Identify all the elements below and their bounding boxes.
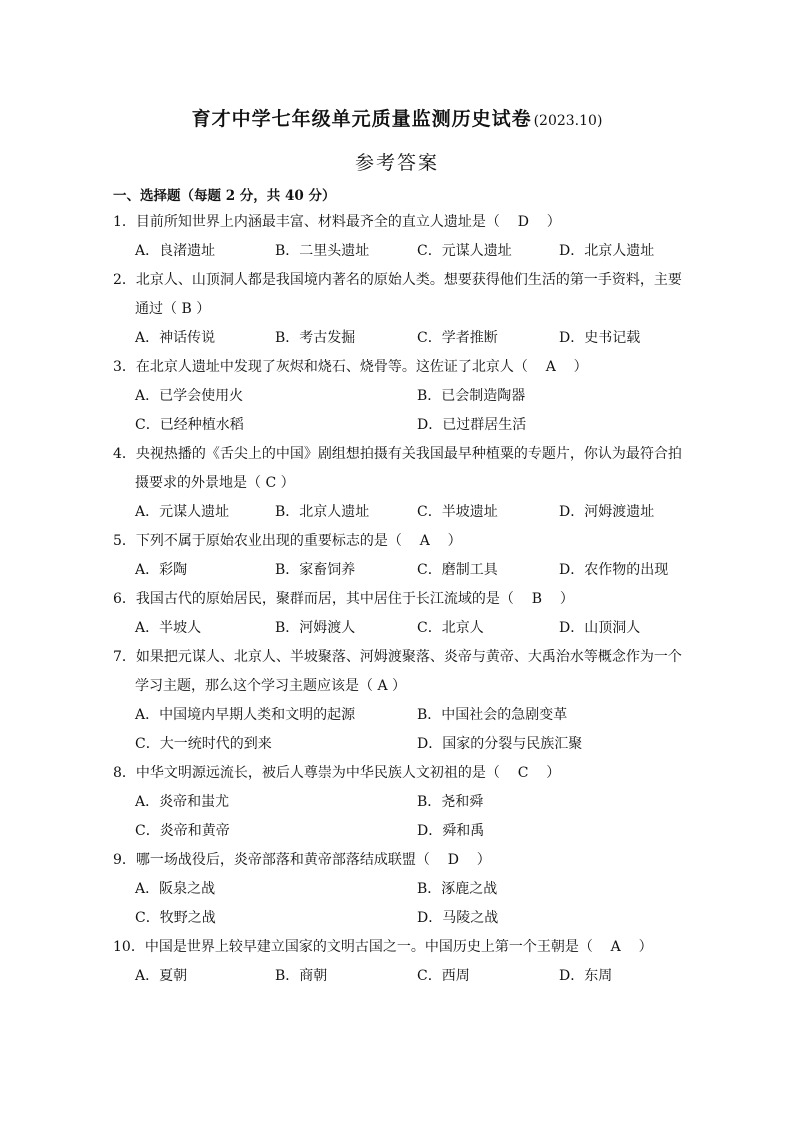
options-row: [113, 701, 693, 730]
question-number: 6．: [113, 591, 136, 607]
question-4: [113, 440, 693, 527]
option-a: A．元谋人遗址: [135, 504, 230, 520]
options-row: [113, 817, 693, 846]
answer-letter: C: [265, 475, 277, 491]
question-stem: [113, 440, 693, 469]
options-row: [113, 730, 693, 759]
answer-letter: A: [545, 359, 556, 375]
option-c: C．西周: [417, 968, 470, 984]
options-row: [113, 788, 693, 817]
question-text-continued: 学习主题，那么这个学习主题应该是（: [135, 678, 373, 694]
options-row: [113, 237, 693, 266]
option-b: B．北京人遗址: [275, 504, 370, 520]
option-a: A．神话传说: [135, 330, 216, 346]
question-10: [113, 933, 693, 991]
question-1: [113, 208, 693, 266]
option-b: B．考古发掘: [275, 330, 356, 346]
option-b: B．家畜饲养: [275, 562, 356, 578]
option-a: A．良渚遗址: [135, 243, 216, 259]
question-stem: 5．下列不属于原始农业出现的重要标志的是（ A ）: [113, 533, 462, 549]
question-stem: 1．目前所知世界上内涵最丰富、材料最齐全的直立人遗址是（ D ）: [113, 214, 561, 230]
option-c: C．半坡遗址: [417, 504, 498, 520]
question-text: 我国古代的原始居民，聚群而居，其中居住于长江流域的是（: [135, 591, 514, 607]
question-stem: [113, 266, 693, 295]
option-d: D．河姆渡遗址: [559, 504, 655, 520]
option-c: C．磨制工具: [417, 562, 498, 578]
options-row: [113, 411, 693, 440]
option-a: A．中国境内早期人类和文明的起源: [135, 707, 356, 723]
option-b: B．涿鹿之战: [417, 881, 498, 897]
option-c: C．学者推断: [417, 330, 498, 346]
option-a: A．夏朝: [135, 968, 188, 984]
option-d: D．史书记载: [559, 330, 641, 346]
answer-letter: A: [419, 533, 430, 549]
option-b: B．已会制造陶器: [417, 388, 526, 404]
question-2: [113, 266, 693, 353]
question-stem: 6．我国古代的原始居民，聚群而居，其中居住于长江流域的是（ B ）: [113, 591, 574, 607]
question-text: 哪一场战役后，炎帝部落和黄帝部落结成联盟（: [135, 852, 430, 868]
document-subtitle: 参考答案: [354, 152, 439, 174]
section-heading: 一、选择题（每题 2 分，共 40 分）: [113, 188, 336, 204]
question-number: 5．: [113, 533, 136, 549]
question-text: 央视热播的《舌尖上的中国》剧组想拍摄有关我国最早种植粟的专题片，你认为最符合拍: [135, 446, 682, 462]
option-a: A．阪泉之战: [135, 881, 216, 897]
question-number: 8．: [113, 765, 136, 781]
question-5: [113, 527, 693, 585]
question-text: 中华文明源远流长，被后人尊崇为中华民族人文初祖的是（: [135, 765, 500, 781]
option-d: D．已过群居生活: [417, 417, 527, 433]
option-d: D．农作物的出现: [559, 562, 669, 578]
question-text: 北京人、山顶洞人都是我国境内著名的原始人类。想要获得他们生活的第一手资料，主要: [135, 272, 682, 288]
option-a: A．半坡人: [135, 620, 202, 636]
question-stem: [113, 643, 693, 672]
question-text: 如果把元谋人、北京人、半坡聚落、河姆渡聚落、炎帝与黄帝、大禹治水等概念作为一个: [135, 649, 682, 665]
options-row: [113, 904, 693, 933]
option-d: D．舜和禹: [417, 823, 485, 839]
option-c: C．北京人: [417, 620, 484, 636]
option-a: A．已学会使用火: [135, 388, 244, 404]
option-d: D．山顶洞人: [559, 620, 641, 636]
option-c: C．炎帝和黄帝: [135, 823, 230, 839]
option-a: A．炎帝和蚩尤: [135, 794, 230, 810]
question-stem: 3．在北京人遗址中发现了灰烬和烧石、烧骨等。这佐证了北京人（ A ）: [113, 359, 588, 375]
question-text: 中国是世界上较早建立国家的文明古国之一。中国历史上第一个王朝是（: [144, 939, 593, 955]
question-number: 7．: [113, 649, 136, 665]
options-row: [113, 324, 693, 353]
option-d: D．北京人遗址: [559, 243, 655, 259]
option-d: D．国家的分裂与民族汇聚: [417, 736, 583, 752]
answer-letter: B: [181, 301, 192, 317]
option-d: D．东周: [559, 968, 613, 984]
question-stem: 8．中华文明源远流长，被后人尊崇为中华民族人文初祖的是（ C ）: [113, 765, 561, 781]
options-row: [113, 556, 693, 585]
option-a: A．彩陶: [135, 562, 188, 578]
question-text: 在北京人遗址中发现了灰烬和烧石、烧骨等。这佐证了北京人（: [135, 359, 528, 375]
options-row: [113, 614, 693, 643]
question-stem: 9．哪一场战役后，炎帝部落和黄帝部落结成联盟（ D ）: [113, 852, 491, 868]
question-stem: 10．中国是世界上较早建立国家的文明古国之一。中国历史上第一个王朝是（ A ）: [113, 939, 653, 955]
option-b: B．商朝: [275, 968, 328, 984]
option-b: B．河姆渡人: [275, 620, 356, 636]
question-number: 3．: [113, 359, 136, 375]
option-b: B．尧和舜: [417, 794, 484, 810]
option-b: B．中国社会的急剧变革: [417, 707, 568, 723]
question-9: [113, 846, 693, 933]
option-c: C．元谋人遗址: [417, 243, 512, 259]
question-text: 下列不属于原始农业出现的重要标志的是（: [135, 533, 402, 549]
title-date: (2023.10): [533, 113, 603, 129]
options-row: [113, 382, 693, 411]
title-text: 育才中学七年级单元质量监测历史试卷: [191, 108, 532, 130]
option-c: C．已经种植水稻: [135, 417, 244, 433]
question-text-continued: 摄要求的外景地是（: [135, 475, 261, 491]
option-b: B．二里头遗址: [275, 243, 370, 259]
answer-letter: A: [377, 678, 388, 694]
question-number: 9．: [113, 852, 136, 868]
question-6: [113, 585, 693, 643]
question-stem-continued: 摄要求的外景地是（ C ）: [135, 475, 295, 491]
question-number: 1．: [113, 214, 136, 230]
question-number: 2．: [113, 272, 136, 288]
question-8: [113, 759, 693, 846]
options-row: [113, 498, 693, 527]
question-stem-continued: 学习主题，那么这个学习主题应该是（ A ）: [135, 678, 407, 694]
question-list: [113, 208, 693, 991]
answer-letter: D: [517, 214, 529, 230]
question-3: [113, 353, 693, 440]
answer-letter: B: [531, 591, 543, 607]
option-d: D．马陵之战: [417, 910, 499, 926]
question-7: [113, 643, 693, 759]
question-text-continued: 通过（: [135, 301, 177, 317]
option-c: C．牧野之战: [135, 910, 216, 926]
options-row: [113, 962, 693, 991]
document-title: [0, 104, 794, 131]
options-row: [113, 875, 693, 904]
question-number: 4．: [113, 446, 136, 462]
question-stem-continued: 通过（ B ）: [135, 301, 211, 317]
question-number: 10．: [113, 939, 145, 955]
answer-letter: C: [517, 765, 529, 781]
question-text: 目前所知世界上内涵最丰富、材料最齐全的直立人遗址是（: [135, 214, 500, 230]
answer-letter: A: [610, 939, 621, 955]
option-c: C．大一统时代的到来: [135, 736, 272, 752]
answer-letter: D: [447, 852, 459, 868]
